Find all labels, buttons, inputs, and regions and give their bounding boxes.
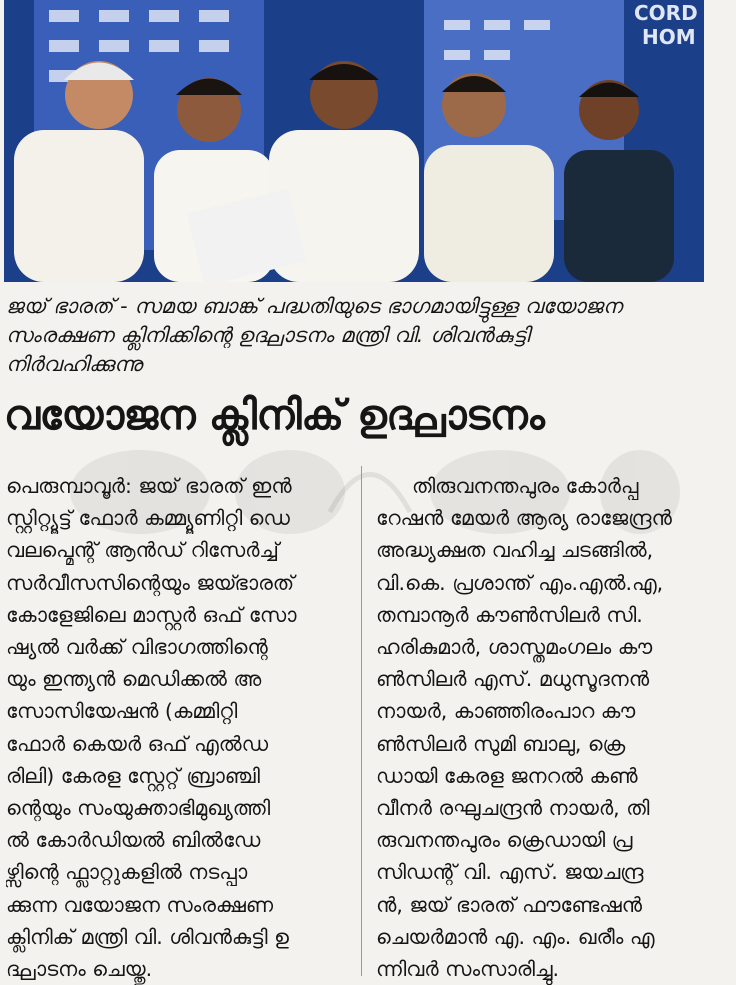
text-line: ൻ, ജയ് ഭാരത് ഫൗണ്ടേഷൻ <box>376 892 643 917</box>
text-line: ചെയർമാൻ എ. എം. ഖരീം എ <box>376 924 655 949</box>
text-line: ന്നിവർ സംസാരിച്ചു. <box>376 957 560 982</box>
text-line: യും ഇന്ത്യൻ മെഡിക്കൽ അ <box>6 667 262 692</box>
news-photo <box>4 0 704 282</box>
sign-text-2: HOM <box>642 25 696 49</box>
text-line: ൺസിലർ എസ്. മധുസൂദനൻ <box>376 667 650 692</box>
text-line: വലപ്മെന്റ് ആൻഡ് റിസേർച്ച് <box>6 538 279 563</box>
text-line: ദ്ഘാടനം ചെയ്തു. <box>6 957 153 982</box>
article-column-left <box>6 470 346 985</box>
text-line: ഡായി കേരള ജനറൽ കൺ <box>376 763 638 788</box>
text-line: ക്കുന്ന വയോജന സംരക്ഷണ <box>6 892 274 917</box>
photo-caption <box>6 292 726 379</box>
text-line: നായർ, കാഞ്ഞിരംപാറ കൗ <box>376 699 636 724</box>
text-line: രുവനന്തപുരം ക്രെഡായി പ്ര <box>376 828 633 853</box>
text-line: റേഷൻ മേയർ ആര്യ രാജേന്ദ്രൻ <box>376 506 672 531</box>
caption-line: നിർവഹിക്കുന്നു <box>6 352 143 376</box>
text-line: ഹരികുമാർ, ശാസ്തമംഗലം കൗ <box>376 635 653 660</box>
text-line: സോസിയേഷൻ (കമ്മിറ്റി <box>6 699 238 724</box>
column-divider <box>361 466 362 976</box>
text-line: ഷ്യൽ വർക്ക് വിഭാഗത്തിന്റെ <box>6 635 268 660</box>
article-column-right <box>376 470 716 985</box>
text-line: ഴ്സിന്റെ ഫ്ലാറ്റുകളിൽ നടപ്പാ <box>6 860 248 885</box>
ceremony-photo <box>4 0 704 282</box>
text-line: തിരുവനന്തപുരം കോർപ്പ <box>412 474 639 498</box>
text-line: ൺസിലർ സുമി ബാലു, ക്രെ <box>376 731 626 756</box>
sign-text-1: CORD <box>634 1 698 25</box>
text-line: അദ്ധ്യക്ഷത വഹിച്ച ചടങ്ങിൽ, <box>376 538 654 563</box>
caption-line: ജയ് ഭാരത് - സമയ ബാങ്ക് പദ്ധതിയുടെ ഭാഗമായിട്ടുള്ള വയോജന <box>6 294 623 318</box>
text-line: ഫോർ കെയർ ഒഫ് എൽഡ <box>6 731 269 756</box>
text-line: പെരുമ്പാവൂർ: ജയ് ഭാരത് ഇൻ <box>6 474 292 498</box>
text-line: ന്റെയും സംയുക്താഭിമുഖ്യത്തി <box>6 796 271 821</box>
text-line: സിഡന്റ് വി. എസ്. ജയചന്ദ്ര <box>376 860 644 885</box>
text-line: ൽ കോർഡിയൽ ബിൽഡേ <box>6 828 261 853</box>
text-line: ക്ലിനിക് മന്ത്രി വി. ശിവൻകുട്ടി ഉ <box>6 924 289 949</box>
text-line: വീനർ രഘുചന്ദ്രൻ നായർ, തി <box>376 796 650 821</box>
text-line: സർവീസസിന്റെയും ജയ്ഭാരത് <box>6 570 295 595</box>
text-line: കോളേജിലെ മാസ്റ്റർ ഒഫ് സോ <box>6 602 297 627</box>
text-line: തമ്പാനൂർ കൗൺസിലർ സി. <box>376 602 643 627</box>
text-line: സ്റ്റിറ്റ്യൂട്ട് ഫോർ കമ്മ്യൂണിറ്റി ഡെ <box>6 506 290 531</box>
text-line: രിലി) കേരള സ്റ്റേറ്റ് ബ്രാഞ്ചി <box>6 763 261 788</box>
text-line: വി.കെ. പ്രശാന്ത് എം.എൽ.എ, <box>376 570 664 595</box>
caption-line: സംരക്ഷണ ക്ലിനിക്കിന്റെ ഉദ്ഘാടനം മന്ത്രി വി. ശിവൻകുട്ടി <box>6 323 530 347</box>
headline: വയോജന ക്ലിനിക് ഉദ്ഘാടനം <box>4 391 545 439</box>
